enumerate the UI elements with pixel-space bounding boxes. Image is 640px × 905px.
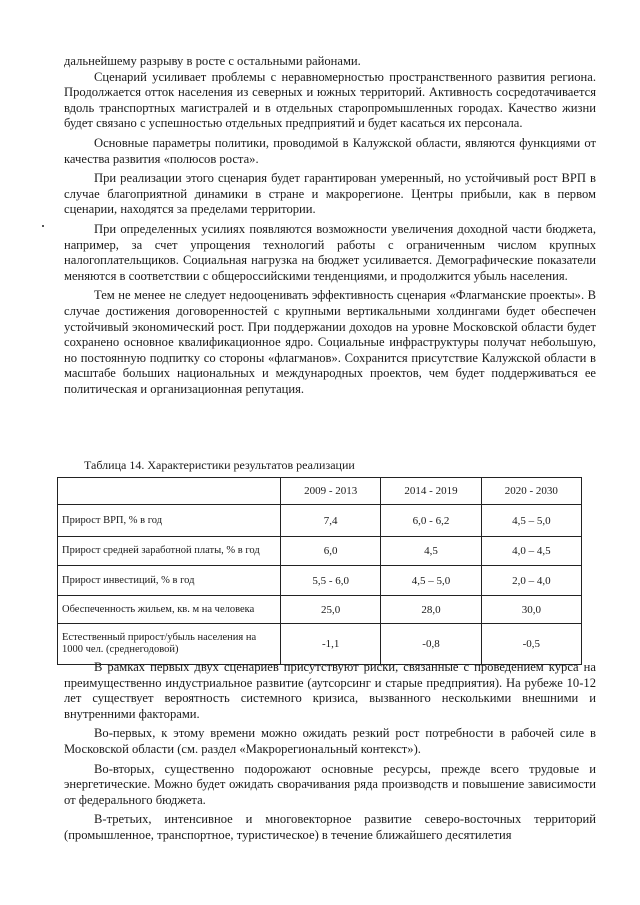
row-label: Естественный прирост/убыль населения на 1000 чел. (среднегодовой) [58, 624, 281, 665]
row-label: Прирост ВРП, % в год [58, 505, 281, 537]
row-label: Прирост средней заработной платы, % в год [58, 537, 281, 566]
table-header-cell: 2009 - 2013 [281, 478, 381, 505]
paragraph: В рамках первых двух сценариев присутствуют риски, связанные с проведением курса на преимущественно индустриальное развитие (аутсорсинг и старые предприятия). На рубеже 10-12 лет существует вероятность системного кризиса, вызванного несколькими внешними и внутренними факторами. [64, 660, 596, 721]
cell-value: -0,5 [481, 624, 581, 665]
table-row [58, 624, 582, 665]
paragraph: Сценарий усиливает проблемы с неравномерностью пространственного развития региона. Продолжается отток населения из северных и южных территорий. Активность сосредотачивается вдоль транспортных магистралей и в отдельных старопромышленных городах. Качество жизни будет связано с успешностью отдельных предприятий и будет касаться их персонала. [64, 69, 596, 131]
row-label: Прирост инвестиций, % в год [58, 566, 281, 596]
paragraph: При реализации этого сценария будет гарантирован умеренный, но устойчивый рост ВРП в случае благоприятной динамики в стране и макрорегионе. Центры прибыли, как в первом сценарии, находятся за пределами территории. [64, 171, 596, 217]
paragraph-continuation: дальнейшему разрыву в росте с остальными районами. [64, 54, 361, 68]
cell-value: 6,0 - 6,2 [381, 505, 481, 537]
paragraph: Во-вторых, существенно подорожают основные ресурсы, прежде всего трудовые и энергетические. Можно будет ожидать сворачивания ряда производств и повышение зависимости от федерального бюджета. [64, 761, 596, 807]
cell-value: 6,0 [281, 537, 381, 566]
body-text-top [64, 54, 596, 397]
table-row [58, 596, 582, 624]
body-text-bottom [64, 660, 596, 844]
cell-value: 5,5 - 6,0 [281, 566, 381, 596]
results-table [57, 477, 582, 665]
cell-value: 2,0 – 4,0 [481, 566, 581, 596]
scan-speck [42, 225, 44, 227]
cell-value: 28,0 [381, 596, 481, 624]
table-caption: Таблица 14. Характеристики результатов реализации [84, 458, 355, 472]
table-header-cell: 2020 - 2030 [481, 478, 581, 505]
table-header-row [58, 478, 582, 505]
row-label: Обеспеченность жильем, кв. м на человека [58, 596, 281, 624]
paragraph: Тем не менее не следует недооценивать эффективность сценария «Флагманские проекты». В случае достижения договоренностей с крупными вертикальными холдингами будет обеспечен устойчивый экономический рост. При поддержании доходов на уровне Московской области будет сохранено основное квалификационное ядро. Социальные инфраструктуры получат небольшую, но постоянную подпитку со стороны «флагманов». Сохранится присутствие Калужской области в масштабе больших национальных и международных проектов, чем будет поддерживаться ее политическая и организационная репутация. [64, 288, 596, 396]
cell-value: 30,0 [481, 596, 581, 624]
table-row [58, 566, 582, 596]
table-row [58, 537, 582, 566]
cell-value: 25,0 [281, 596, 381, 624]
cell-value: 4,5 – 5,0 [481, 505, 581, 537]
table-header-cell: 2014 - 2019 [381, 478, 481, 505]
paragraph: При определенных усилиях появляются возможности увеличения доходной части бюджета, например, за счет упрощения технологий работы с ограниченным числом крупных налогоплательщиков. Социальная нагрузка на бюджет усиливается. Демографические показатели меняются в соответствии с общероссийскими тенденциями, и продолжится убыль населения. [64, 221, 596, 283]
cell-value: 4,0 – 4,5 [481, 537, 581, 566]
cell-value: -1,1 [281, 624, 381, 665]
table-header-cell [58, 478, 281, 505]
cell-value: 4,5 – 5,0 [381, 566, 481, 596]
paragraph: Основные параметры политики, проводимой в Калужской области, являются функциями от качества развития «полюсов роста». [64, 135, 596, 166]
cell-value: 7,4 [281, 505, 381, 537]
cell-value: -0,8 [381, 624, 481, 665]
paragraph: В-третьих, интенсивное и многовекторное развитие северо-восточных территорий (промышленное, транспортное, туристическое) в течение ближайшего десятилетия [64, 812, 596, 842]
paragraph: Во-первых, к этому времени можно ожидать резкий рост потребности в рабочей силе в Московской области (см. раздел «Макрорегиональный контекст»). [64, 726, 596, 756]
cell-value: 4,5 [381, 537, 481, 566]
table-row [58, 505, 582, 537]
